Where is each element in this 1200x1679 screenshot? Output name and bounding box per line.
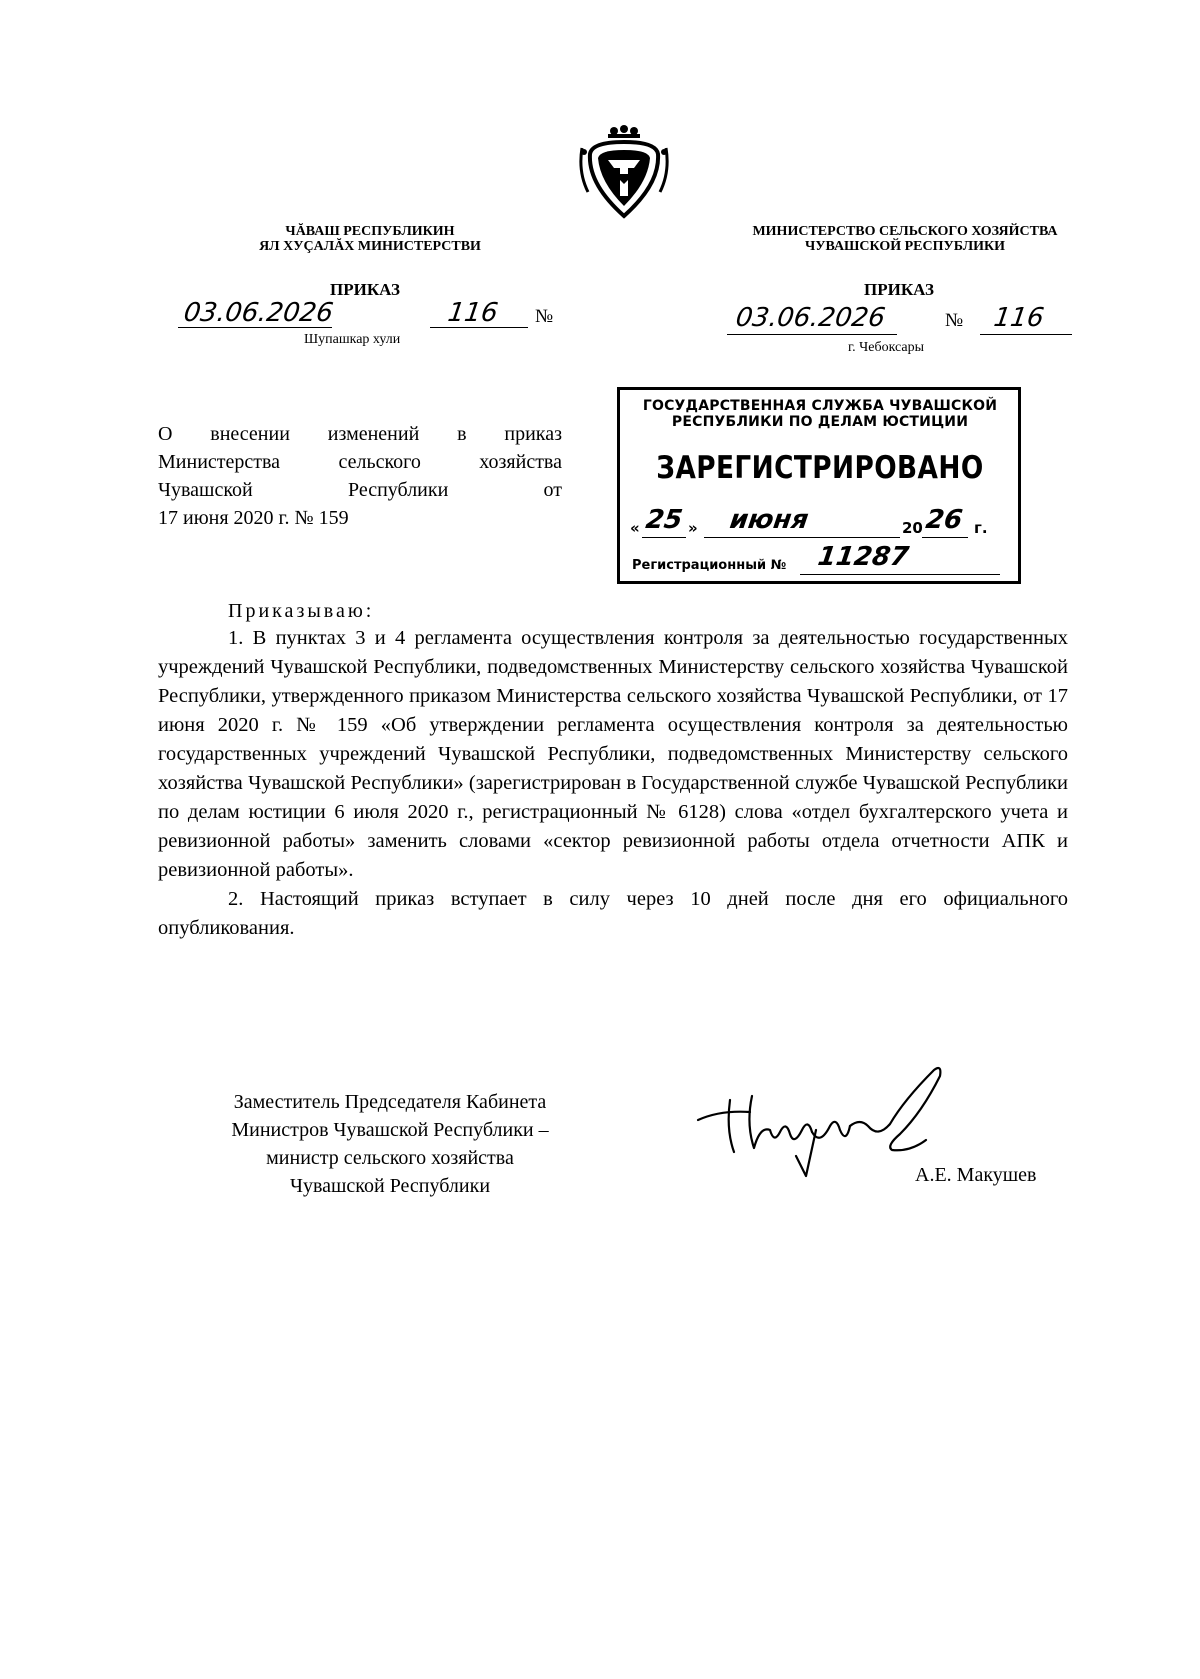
chuvash-republic-emblem-icon bbox=[578, 122, 670, 222]
stamp-reg-label: Регистрационный № bbox=[632, 558, 787, 573]
body-paragraph-1: 1. В пунктах 3 и 4 регламента осуществления контроля за деятельностью государственных учреждений Чувашской Республики, подведомственных Министерству сельского хозяйства Чувашской Республики, утвержденного приказом Министерства сельского хозяйства Чувашской Республики, от 17 июня 2020 г. № 159 «Об утверждении регламента осуществления контроля за деятельностью государственных учреждений Чувашской Республики, подведомственных Министерству сельского хозяйства Чувашской Республики» (зарегистрирован в Государственной службе Чувашской Республики по делам юстиции 6 июля 2020 г., регистрационный № 6128) слова «отдел бухгалтерского учета и ревизионной работы» заменить словами «сектор ревизионной работы отдела отчетности АПК и ревизионной работы». bbox=[158, 627, 1068, 881]
right-date-handwritten: 03.06.2026 bbox=[733, 303, 887, 333]
document-subject bbox=[158, 420, 562, 532]
stamp-org-line1: ГОСУДАРСТВЕННАЯ СЛУЖБА ЧУВАШСКОЙ bbox=[642, 398, 998, 414]
stamp-org bbox=[630, 398, 1010, 430]
stamp-open-quote: « bbox=[630, 519, 640, 537]
body-paragraph-2: 2. Настоящий приказ вступает в силу через 10 дней после дня его официального опубликования. bbox=[158, 888, 1068, 939]
stamp-year-prefix: 20 bbox=[902, 519, 923, 537]
signer-title-line4: Чувашской Республики bbox=[289, 1175, 491, 1197]
stamp-month-underline bbox=[704, 537, 900, 538]
stamp-reg-row bbox=[632, 542, 1012, 580]
stamp-year-underline bbox=[922, 537, 968, 538]
right-number-sign: № bbox=[945, 310, 964, 331]
stamp-close-quote: » bbox=[688, 519, 698, 537]
signer-title-line2: Министров Чувашской Республики – bbox=[231, 1119, 549, 1141]
right-doc-type: ПРИКАЗ bbox=[864, 280, 934, 299]
stamp-reg-underline bbox=[800, 574, 1000, 575]
left-number-sign: № bbox=[535, 306, 554, 327]
left-doc-type: ПРИКАЗ bbox=[330, 280, 400, 299]
stamp-day-handwritten: 25 bbox=[643, 505, 685, 535]
subject-line2: Министерства сельского хозяйства bbox=[158, 451, 562, 473]
document-body bbox=[158, 624, 1068, 943]
order-verb: Приказываю: bbox=[228, 600, 375, 622]
stamp-date-row bbox=[630, 505, 1014, 541]
left-org-line1: ЧĂВАШ РЕСПУБЛИКИН bbox=[285, 224, 455, 239]
stamp-year-suffix: г. bbox=[974, 519, 988, 537]
left-org-name bbox=[240, 224, 500, 254]
stamp-status: ЗАРЕГИСТРИРОВАНО bbox=[656, 450, 984, 486]
stamp-org-line2: РЕСПУБЛИКИ ПО ДЕЛАМ ЮСТИЦИИ bbox=[671, 414, 969, 430]
right-org-line1: МИНИСТЕРСТВО СЕЛЬСКОГО ХОЗЯЙСТВА bbox=[752, 224, 1058, 239]
stamp-year-handwritten: 26 bbox=[923, 505, 965, 535]
right-place: г. Чебоксары bbox=[848, 340, 925, 355]
signer-title-line3: министр сельского хозяйства bbox=[266, 1147, 514, 1169]
subject-line3: Чувашской Республики от bbox=[158, 479, 562, 501]
left-place: Шупашкар хули bbox=[304, 332, 401, 347]
subject-line1: О внесении изменений в приказ bbox=[158, 423, 562, 445]
right-date-underline bbox=[727, 334, 897, 335]
stamp-reg-number-handwritten: 11287 bbox=[815, 542, 911, 572]
stamp-month-handwritten: июня bbox=[727, 505, 811, 535]
registration-stamp bbox=[617, 387, 1021, 584]
left-date-handwritten: 03.06.2026 bbox=[181, 298, 335, 328]
right-number-underline bbox=[980, 334, 1072, 335]
right-number-handwritten: 116 bbox=[991, 303, 1046, 333]
right-org-name bbox=[735, 224, 1075, 254]
subject-line4: 17 июня 2020 г. № 159 bbox=[158, 507, 349, 529]
left-number-handwritten: 116 bbox=[445, 298, 500, 328]
signer-name: А.Е. Макушев bbox=[915, 1164, 1037, 1186]
stamp-day-underline bbox=[642, 537, 686, 538]
handwritten-signature bbox=[690, 1060, 950, 1180]
signer-title bbox=[170, 1088, 610, 1200]
right-org-line2: ЧУВАШСКОЙ РЕСПУБЛИКИ bbox=[804, 239, 1006, 254]
signer-title-line1: Заместитель Председателя Кабинета bbox=[233, 1091, 547, 1113]
left-org-line2: ЯЛ ХУÇАЛĂХ МИНИСТЕРСТВИ bbox=[259, 239, 481, 254]
